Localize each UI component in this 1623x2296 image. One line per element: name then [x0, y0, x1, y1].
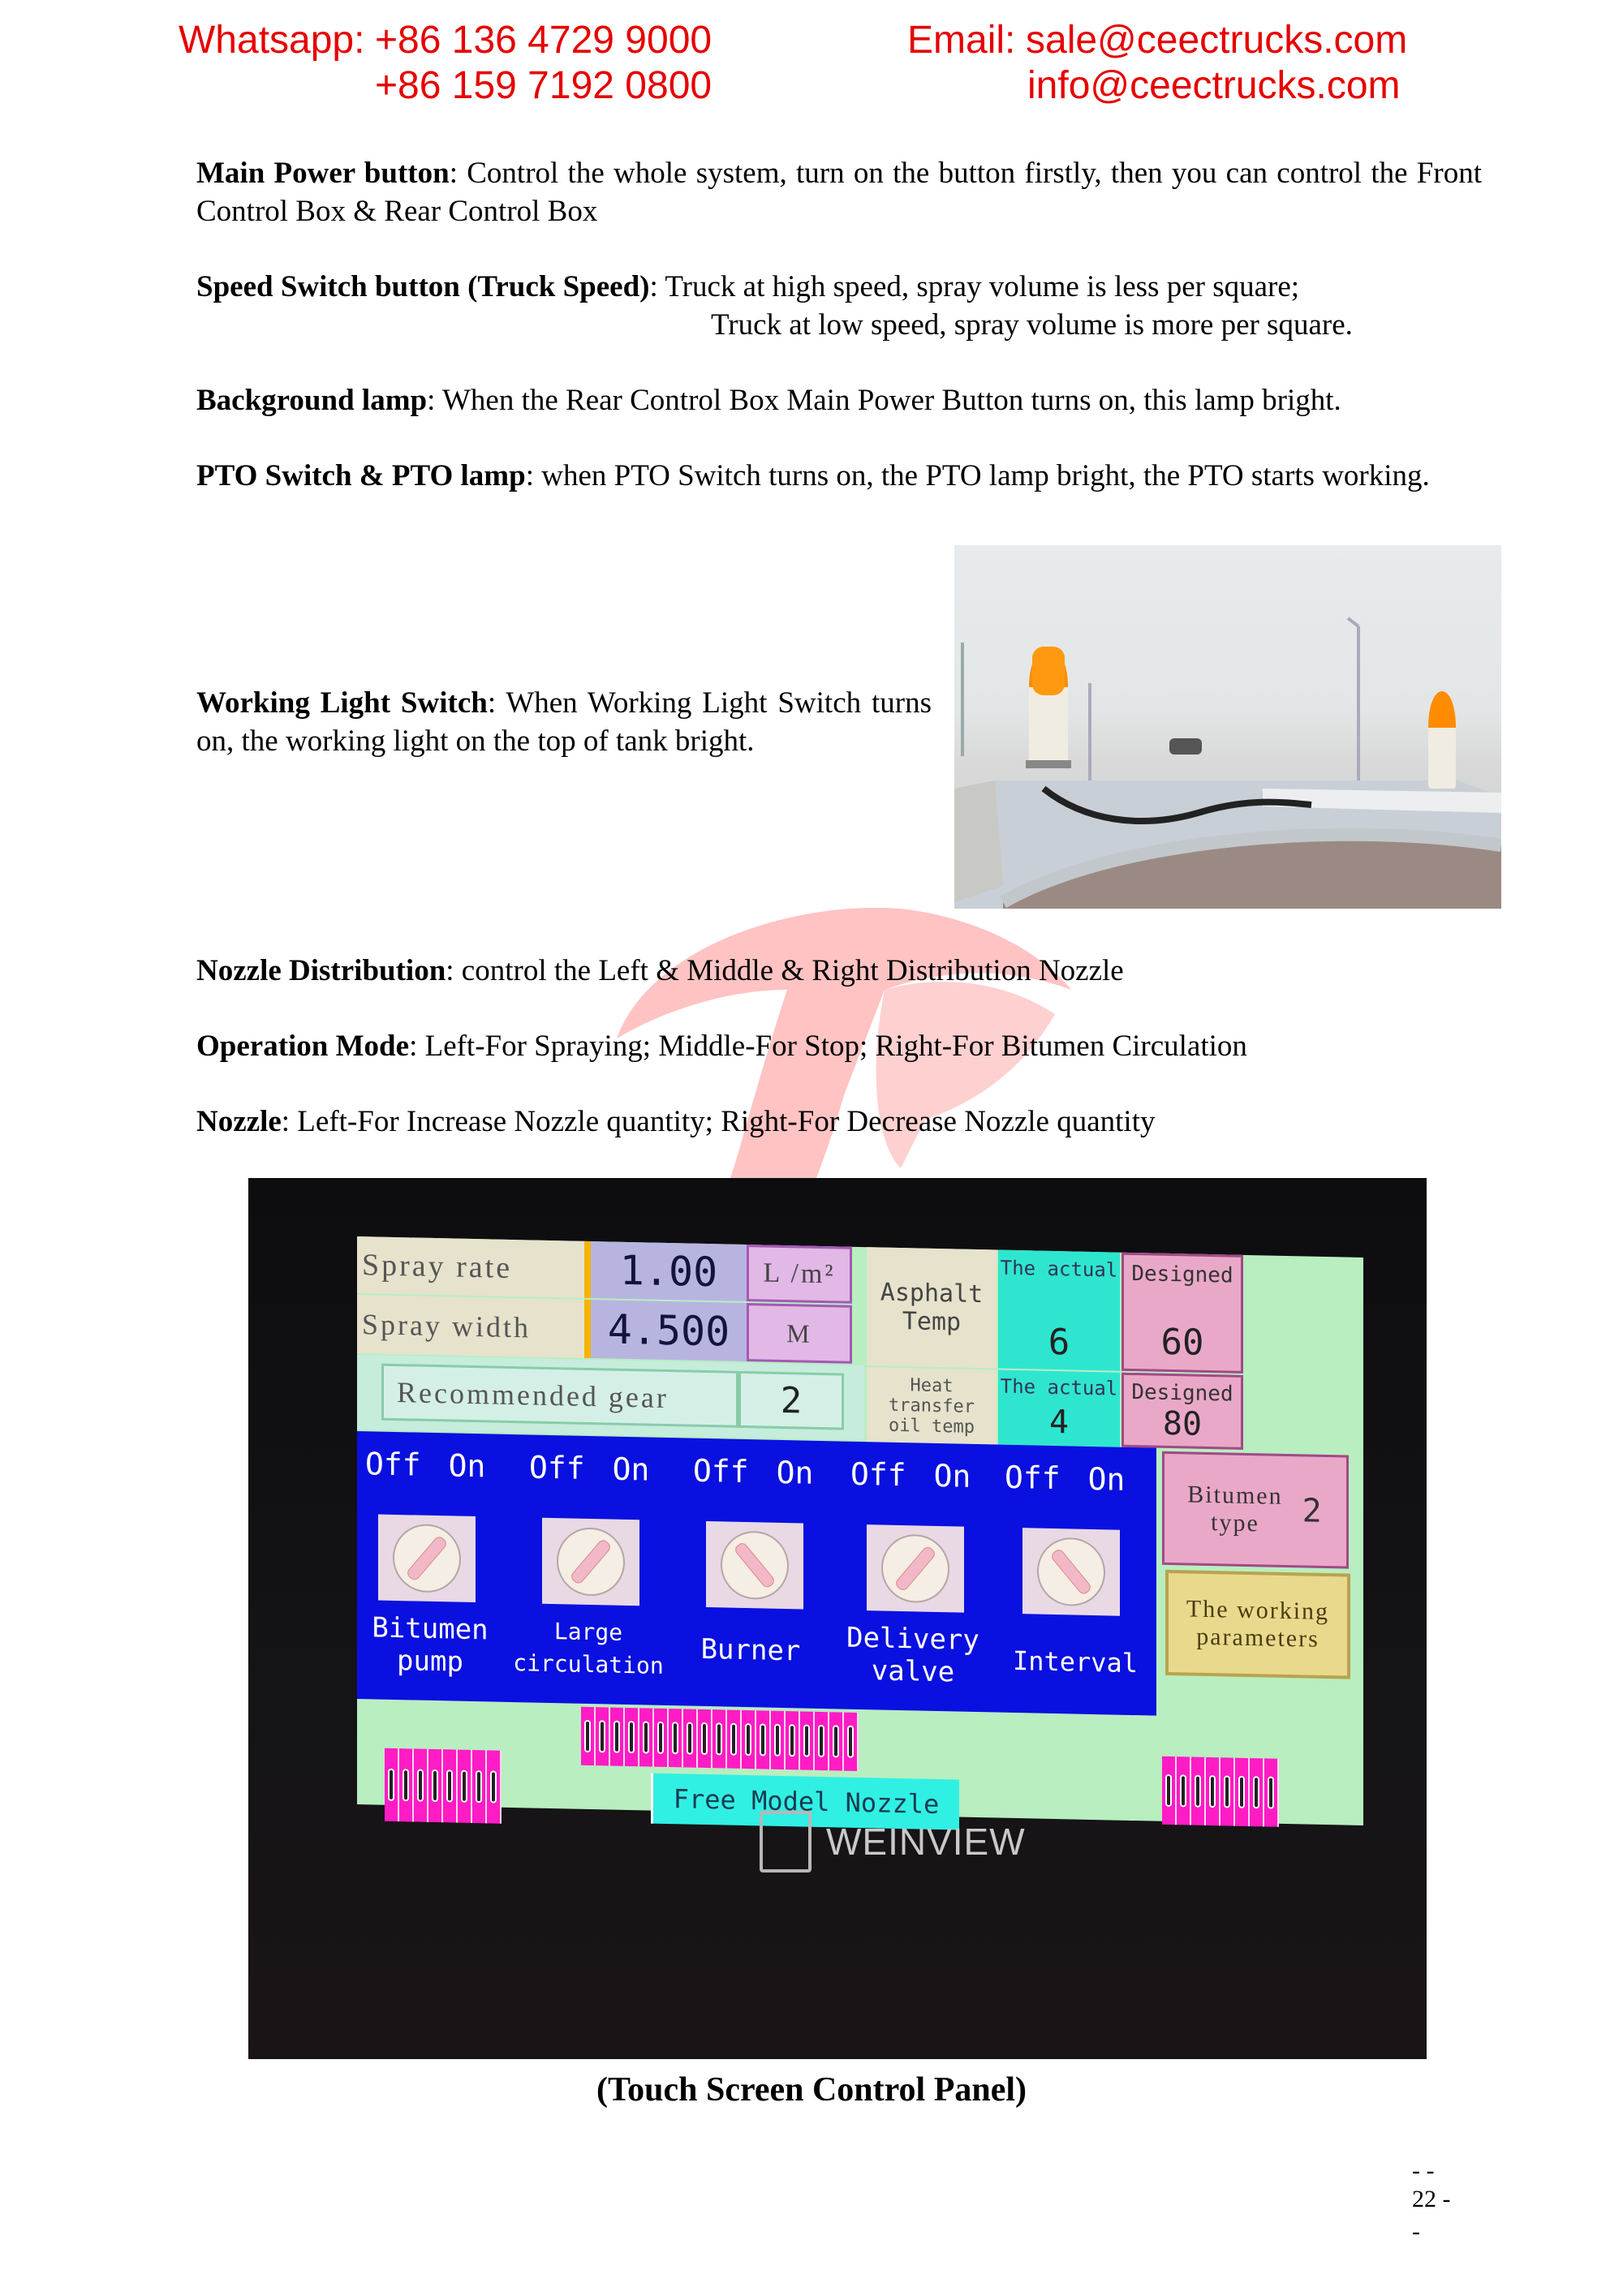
- section-background-lamp: [196, 381, 1341, 419]
- nozzle-icon[interactable]: [727, 1710, 742, 1769]
- whatsapp-number-2[interactable]: +86 159 7192 0800: [375, 64, 712, 107]
- label-line2: circulation: [513, 1649, 664, 1679]
- label-line1: Interval: [1012, 1645, 1139, 1679]
- touch-screen-device: [248, 1178, 1427, 2059]
- bitumen-type-button[interactable]: [1162, 1451, 1349, 1569]
- bitumen-type-line2: type: [1211, 1509, 1259, 1537]
- asphalt-temp-line1: Asphalt: [880, 1278, 984, 1309]
- recommended-gear-panel: [357, 1355, 864, 1440]
- delivery-valve-switch[interactable]: [867, 1524, 964, 1613]
- term-working-light: Working Light Switch: [196, 686, 488, 720]
- nozzle-icon[interactable]: [1191, 1757, 1206, 1825]
- label-line1: Delivery: [846, 1621, 979, 1658]
- asphalt-designed-panel[interactable]: [1121, 1253, 1243, 1374]
- nozzle-icon[interactable]: [399, 1748, 414, 1821]
- burner-label: [682, 1632, 820, 1668]
- email-sales[interactable]: sale@ceectrucks.com: [1026, 19, 1408, 62]
- spray-width-unit: M: [747, 1303, 852, 1364]
- interval-label: [998, 1645, 1152, 1680]
- working-light-illustration-icon: [954, 545, 1501, 909]
- section-operation-mode: [196, 1027, 1247, 1065]
- working-parameters-line2: parameters: [1196, 1623, 1319, 1653]
- nozzle-icon[interactable]: [472, 1750, 487, 1823]
- nozzle-icon[interactable]: [639, 1708, 654, 1766]
- switch-handle-icon: [405, 1534, 448, 1582]
- desc-working-light: : When Working Light Switch turns on, the working light on the top of tank bright.: [196, 686, 932, 758]
- nozzle-icon[interactable]: [581, 1707, 596, 1765]
- asphalt-designed-value: 60: [1160, 1321, 1204, 1364]
- oil-temp-line2: oil temp: [889, 1415, 975, 1438]
- asphalt-actual-label: The actual: [1000, 1256, 1118, 1282]
- nozzle-icon[interactable]: [698, 1709, 712, 1768]
- right-nozzle-group[interactable]: [1162, 1756, 1279, 1827]
- page-marker-bottom: -: [1412, 2218, 1420, 2245]
- term-speed-switch: Speed Switch button (Truck Speed): [196, 270, 650, 303]
- off-label: Off: [1005, 1459, 1061, 1497]
- on-label: On: [612, 1451, 650, 1488]
- switch-2-states: [529, 1449, 649, 1487]
- nozzle-icon[interactable]: [596, 1707, 610, 1765]
- nozzle-icon[interactable]: [1235, 1758, 1250, 1826]
- spray-rate-input[interactable]: 1.00: [584, 1241, 747, 1301]
- page-marker-top: - -: [1412, 2157, 1435, 2184]
- label-line1: Large: [553, 1618, 623, 1646]
- asphalt-temp-line2: Temp: [902, 1307, 962, 1337]
- label-line2: pump: [397, 1645, 463, 1679]
- switch-1-states: [365, 1446, 485, 1484]
- off-label: Off: [850, 1455, 906, 1494]
- nozzle-icon[interactable]: [625, 1708, 639, 1766]
- page-number: 22 -: [1412, 2186, 1451, 2212]
- large-circulation-label: [503, 1615, 674, 1683]
- free-mode-nozzle-button[interactable]: Free Model Nozzle: [651, 1774, 959, 1830]
- working-light-photo: [954, 545, 1501, 909]
- brand-name: WEINVIEW: [826, 1821, 1026, 1863]
- nozzle-icon[interactable]: [385, 1748, 399, 1821]
- recommended-gear-value: 2: [738, 1371, 844, 1430]
- section-main-power: [196, 154, 1482, 230]
- section-nozzle: [196, 1103, 1156, 1141]
- figure-caption: (Touch Screen Control Panel): [596, 2071, 1027, 2109]
- working-parameters-button[interactable]: [1165, 1570, 1350, 1679]
- section-speed-switch: [196, 268, 1299, 306]
- oil-actual-panel: [998, 1370, 1120, 1447]
- desc-nozzle-distribution: : control the Left & Middle & Right Distribution Nozzle: [446, 954, 1124, 987]
- asphalt-designed-label: Designed: [1131, 1261, 1233, 1288]
- spray-rate-unit: L /m²: [747, 1245, 852, 1304]
- nozzle-icon[interactable]: [1264, 1758, 1279, 1826]
- nozzle-icon[interactable]: [1206, 1757, 1220, 1825]
- asphalt-actual-panel: [998, 1250, 1120, 1371]
- oil-actual-value: 4: [1048, 1403, 1070, 1442]
- nozzle-icon[interactable]: [800, 1711, 815, 1769]
- switch-handle-icon: [1049, 1547, 1092, 1596]
- interval-switch[interactable]: [1022, 1528, 1120, 1616]
- switch-5-states: [1005, 1460, 1125, 1498]
- section-working-light: [196, 684, 932, 760]
- desc-background-lamp: : When the Rear Control Box Main Power Button turns on, this lamp bright.: [427, 384, 1341, 417]
- asphalt-actual-value: 6: [1048, 1321, 1070, 1364]
- nozzle-icon[interactable]: [669, 1709, 683, 1767]
- nozzle-icon[interactable]: [610, 1708, 625, 1766]
- on-label: On: [776, 1454, 814, 1491]
- oil-temp-line1: Heat transfer: [889, 1374, 975, 1417]
- nozzle-icon[interactable]: [1177, 1756, 1191, 1825]
- recommended-gear-label: Recommended gear: [381, 1364, 738, 1428]
- oil-designed-panel[interactable]: [1121, 1373, 1243, 1450]
- desc-operation-mode: : Left-For Spraying; Middle-For Stop; Right-For Bitumen Circulation: [409, 1030, 1247, 1063]
- nozzle-icon[interactable]: [487, 1750, 502, 1823]
- desc-speed-switch-2: Truck at low speed, spray volume is more per square.: [711, 308, 1353, 342]
- term-nozzle: Nozzle: [196, 1105, 282, 1138]
- burner-switch[interactable]: [706, 1521, 803, 1610]
- term-main-power: Main Power button: [196, 157, 450, 190]
- nozzle-icon[interactable]: [742, 1710, 756, 1769]
- label-line1: Burner: [700, 1632, 801, 1668]
- nozzle-icon[interactable]: [428, 1749, 443, 1822]
- desc-main-power: : Control the whole system, turn on the button firstly, then you can control the Front Control Box & Rear Control Box: [196, 157, 1482, 228]
- working-parameters-line1: The working: [1186, 1595, 1330, 1626]
- on-label: On: [1087, 1460, 1126, 1498]
- nozzle-icon[interactable]: [756, 1710, 771, 1769]
- switch-4-states: [850, 1456, 971, 1494]
- oil-actual-label: The actual: [1000, 1374, 1118, 1400]
- large-circulation-switch[interactable]: [542, 1518, 639, 1606]
- on-label: On: [448, 1447, 486, 1485]
- asphalt-temp-label: [867, 1247, 997, 1368]
- off-label: Off: [529, 1449, 585, 1486]
- desc-speed-switch-1: : Truck at high speed, spray volume is less per square;: [649, 270, 1300, 303]
- oil-designed-label: Designed: [1131, 1379, 1233, 1407]
- switch-panel: [357, 1431, 1156, 1716]
- label-line1: Bitumen: [372, 1611, 489, 1647]
- label-line2: valve: [871, 1654, 955, 1689]
- nozzle-icon[interactable]: [829, 1712, 844, 1770]
- touch-hand-icon: [760, 1811, 812, 1872]
- term-pto: PTO Switch & PTO lamp: [196, 459, 526, 492]
- switch-3-states: [693, 1453, 813, 1491]
- middle-nozzle-group[interactable]: [581, 1707, 859, 1771]
- off-label: Off: [693, 1452, 749, 1490]
- whatsapp-label: Whatsapp:: [179, 19, 365, 62]
- brand-logo: [760, 1811, 1026, 1872]
- off-label: Off: [365, 1446, 421, 1483]
- nozzle-icon[interactable]: [771, 1711, 786, 1769]
- whatsapp-number-1[interactable]: +86 136 4729 9000: [375, 19, 712, 62]
- nozzle-icon[interactable]: [414, 1748, 428, 1821]
- desc-pto: : when PTO Switch turns on, the PTO lamp bright, the PTO starts working.: [525, 459, 1430, 492]
- bitumen-type-line1: Bitumen: [1187, 1481, 1283, 1510]
- nozzle-icon[interactable]: [443, 1749, 458, 1822]
- delivery-valve-label: [836, 1621, 990, 1689]
- nozzle-icon[interactable]: [1162, 1756, 1177, 1825]
- touch-screen-display: [357, 1236, 1363, 1825]
- section-pto: [196, 457, 1482, 495]
- desc-nozzle: : Left-For Increase Nozzle quantity; Right-For Decrease Nozzle quantity: [281, 1105, 1156, 1138]
- nozzle-icon[interactable]: [815, 1712, 829, 1770]
- on-label: On: [933, 1457, 971, 1494]
- oil-designed-value: 80: [1162, 1404, 1203, 1443]
- left-nozzle-group[interactable]: [385, 1748, 502, 1824]
- spray-rate-label: Spray rate: [357, 1236, 584, 1298]
- term-operation-mode: Operation Mode: [196, 1030, 410, 1063]
- switch-handle-icon: [893, 1545, 936, 1593]
- email-info[interactable]: info@ceectrucks.com: [1027, 64, 1401, 107]
- nozzle-icon[interactable]: [786, 1711, 800, 1769]
- nozzle-icon[interactable]: [654, 1709, 669, 1767]
- bitumen-pump-label: [357, 1611, 503, 1679]
- spray-width-input[interactable]: 4.500: [584, 1300, 747, 1361]
- bitumen-type-value: 2: [1302, 1492, 1324, 1530]
- nozzle-icon[interactable]: [844, 1713, 859, 1771]
- bitumen-type-label: [1187, 1481, 1282, 1537]
- spray-width-label: Spray width: [357, 1295, 584, 1358]
- bitumen-pump-switch[interactable]: [378, 1515, 476, 1603]
- nozzle-icon[interactable]: [712, 1709, 727, 1768]
- switch-handle-icon: [733, 1541, 776, 1589]
- term-background-lamp: Background lamp: [196, 384, 428, 417]
- nozzle-icon[interactable]: [1220, 1757, 1235, 1825]
- term-nozzle-distribution: Nozzle Distribution: [196, 954, 446, 987]
- switch-handle-icon: [569, 1538, 612, 1586]
- oil-temp-label: [867, 1367, 997, 1444]
- section-nozzle-distribution: [196, 952, 1124, 990]
- nozzle-icon[interactable]: [1250, 1758, 1264, 1826]
- nozzle-icon[interactable]: [683, 1709, 698, 1767]
- nozzle-icon[interactable]: [458, 1750, 472, 1823]
- email-label: Email:: [907, 19, 1016, 62]
